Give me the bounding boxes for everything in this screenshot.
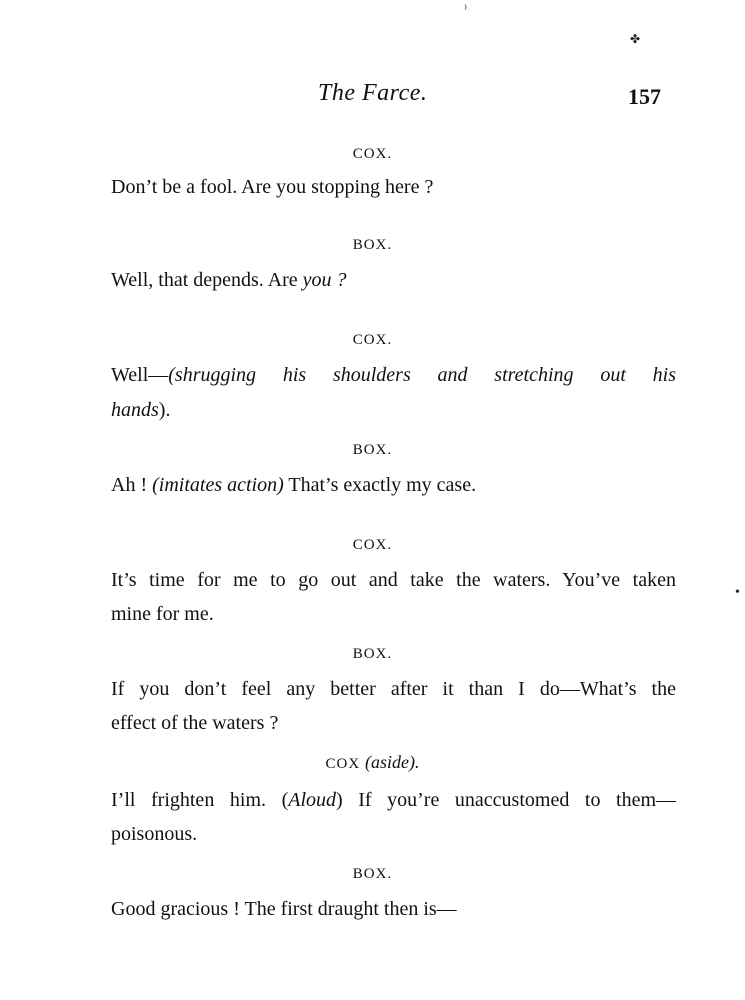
dialogue-line: I’ll frighten him. (Aloud) If you’re unaccustomed to them—: [111, 789, 676, 811]
speaker-label: COX.: [352, 146, 393, 162]
dialogue-line: Ah ! (imitates action) That’s exactly my case.: [111, 474, 477, 496]
dialogue-line: Well, that depends. Are you ?: [111, 269, 347, 291]
dialogue-line: If you don’t feel any better after it than I do—What’s the: [111, 678, 676, 700]
speaker-label: BOX.: [352, 866, 393, 882]
speaker-label: COX (aside).: [325, 752, 420, 772]
dialogue-line: Don’t be a fool. Are you stopping here ?: [111, 176, 434, 198]
dialogue-line-continued: mine for me.: [111, 603, 214, 625]
print-speck: ⁾: [464, 2, 467, 16]
ink-dot: •: [735, 585, 740, 600]
running-header-title: The Farce.: [318, 80, 428, 106]
dialogue-line-continued: poisonous.: [111, 823, 198, 845]
speaker-label: COX.: [352, 332, 393, 348]
speaker-label: BOX.: [352, 646, 393, 662]
speaker-label: COX.: [352, 537, 393, 553]
ink-blot: ✤: [630, 32, 641, 46]
dialogue-line: It’s time for me to go out and take the waters. You’ve taken: [111, 569, 676, 591]
speaker-label: BOX.: [352, 442, 393, 458]
speaker-label: BOX.: [352, 237, 393, 253]
dialogue-line: Well—(shrugging his shoulders and stretching out his: [111, 364, 676, 386]
dialogue-line-continued: effect of the waters ?: [111, 712, 279, 734]
dialogue-line: Good gracious ! The first draught then is—: [111, 898, 457, 920]
dialogue-line-continued: hands).: [111, 399, 171, 421]
page-number: 157: [628, 84, 661, 109]
